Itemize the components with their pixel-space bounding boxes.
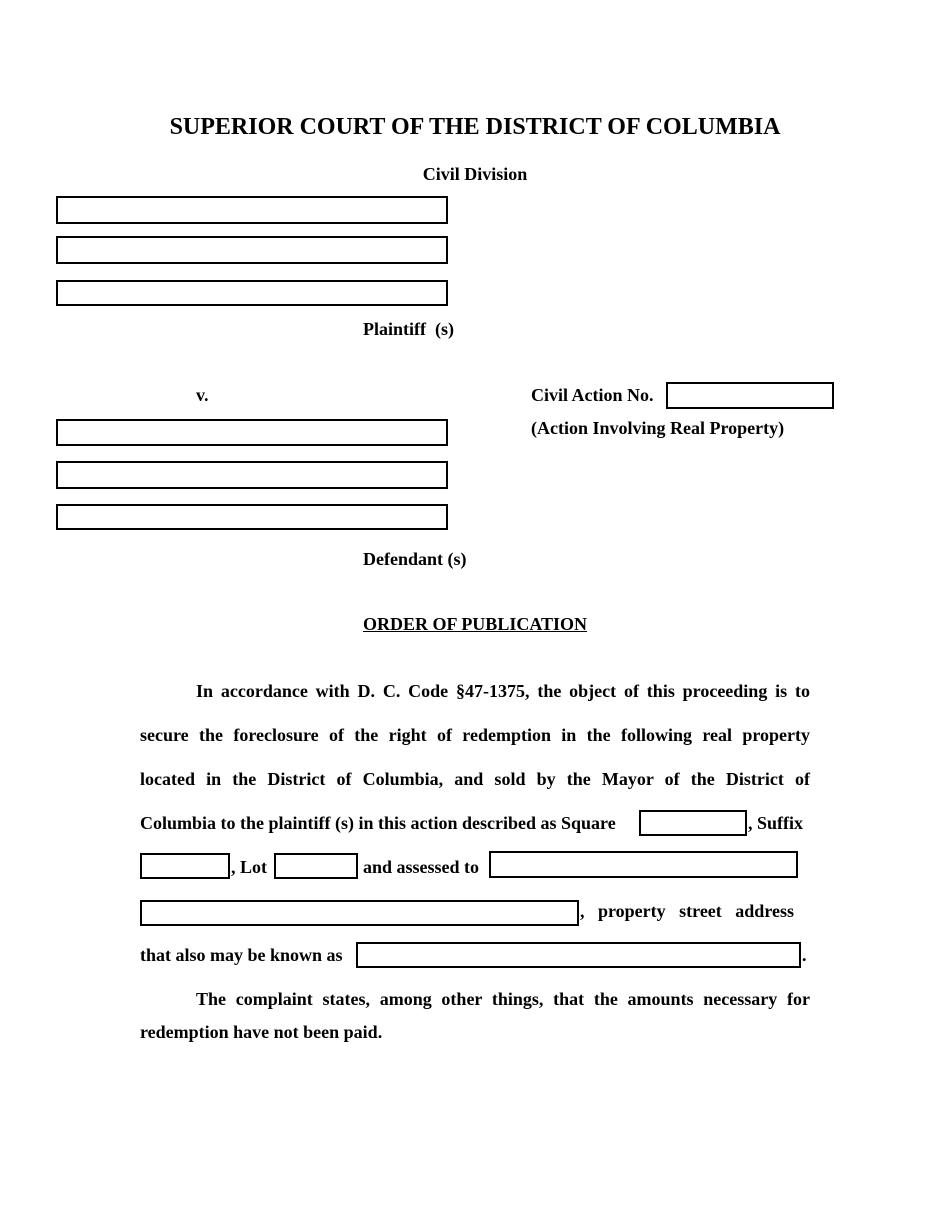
plaintiff-field-1[interactable] [56,196,448,224]
plaintiff-field-2[interactable] [56,236,448,264]
order-text-line-2: secure the foreclosure of the right of redemption in the following real property [140,725,810,745]
property-address-label: , property street address [580,901,794,921]
known-as-label: that also may be known as [140,945,343,965]
lot-field[interactable] [274,853,358,879]
defendant-field-1[interactable] [56,419,448,446]
plaintiff-field-3[interactable] [56,280,448,306]
complaint-text-line-1: The complaint states, among other things, that the amounts necessary for [196,989,810,1009]
known-as-field[interactable] [356,942,801,968]
order-text-line-1: In accordance with D. C. Code §47-1375, the object of this proceeding is to [196,681,810,701]
division-label: Civil Division [422,164,528,184]
assessed-to-continued-field[interactable] [140,900,579,926]
square-field[interactable] [639,810,747,836]
suffix-label: , Suffix [748,813,804,833]
known-as-period: . [802,945,807,965]
court-title: SUPERIOR COURT OF THE DISTRICT OF COLUMBIA [169,114,781,140]
order-text-line-4: Columbia to the plaintiff (s) in this action described as Square [140,813,616,833]
assessed-to-field[interactable] [489,851,798,878]
civil-action-label: Civil Action No. [531,385,654,405]
suffix-field[interactable] [140,853,230,879]
lot-label: , Lot [231,857,267,877]
complaint-text-line-2: redemption have not been paid. [140,1022,383,1042]
defendant-label: Defendant (s) [363,549,467,569]
action-note: (Action Involving Real Property) [531,418,785,438]
defendant-field-2[interactable] [56,461,448,489]
plaintiff-label: Plaintiff (s) [363,319,454,339]
versus-label: v. [196,385,209,405]
assessed-label: and assessed to [363,857,480,877]
defendant-field-3[interactable] [56,504,448,530]
civil-action-number-field[interactable] [666,382,834,409]
order-text-line-3: located in the District of Columbia, and sold by the Mayor of the District of [140,769,810,789]
order-title: ORDER OF PUBLICATION [362,614,587,634]
